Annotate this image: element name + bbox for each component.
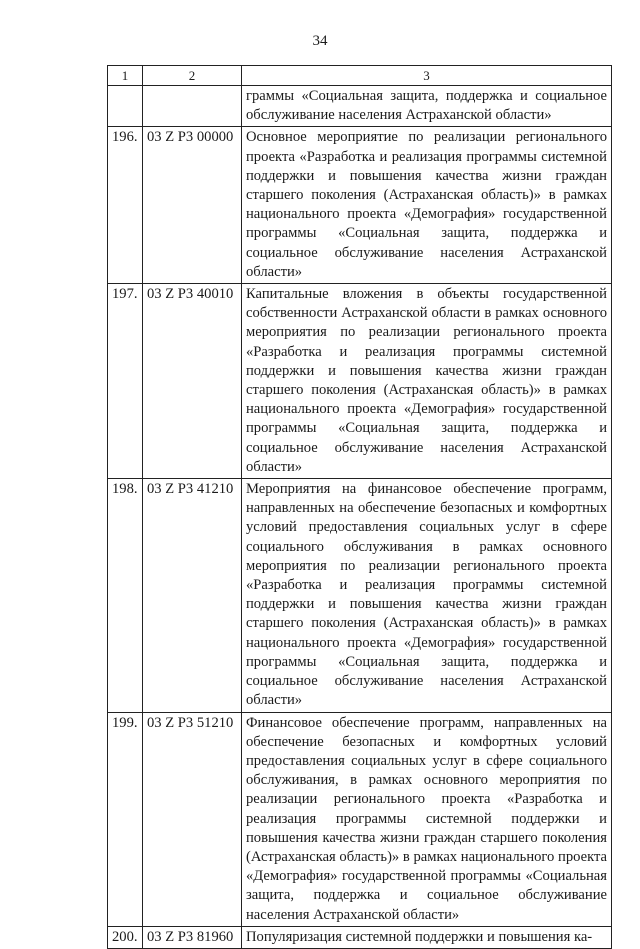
row-number-cell: 196. bbox=[108, 127, 143, 284]
page-number: 34 bbox=[312, 33, 328, 49]
row-code-cell: 03 Z P3 81960 bbox=[143, 926, 242, 948]
table-row bbox=[108, 127, 612, 284]
header-col-3: 3 bbox=[242, 66, 612, 86]
budget-classification-table bbox=[107, 65, 612, 949]
row-code-cell: 03 Z P3 41210 bbox=[143, 479, 242, 712]
row-description-cell: Популяризация системной поддержки и повышения ка- bbox=[242, 926, 612, 948]
row-description-cell: Мероприятия на финансовое обеспечение программ, направленных на обеспечение безопасных и комфортных условий предоставления социальных услуг в сфере социального обслуживания в рамках основного мероприятия по реализации регионального проекта «Разработка и реализация программы системной поддержки и повышения качества жизни граждан старшего поколения (Астраханская область)» в рамках национального проекта «Демография» государственной программы «Социальная защита, поддержка и социальное обслуживание населения Астраханской области» bbox=[242, 479, 612, 712]
row-description-cell: Основное мероприятие по реализации регионального проекта «Разработка и реализация программы системной поддержки и повышения качества жизни граждан старшего поколения (Астраханская область)» в рамках национального проекта «Демография» государственной программы «Социальная защита, поддержка и социальное обслуживание населения Астраханской области» bbox=[242, 127, 612, 284]
row-number-cell: 199. bbox=[108, 712, 143, 926]
table-row bbox=[108, 712, 612, 926]
table-row bbox=[108, 926, 612, 948]
header-col-1: 1 bbox=[108, 66, 143, 86]
row-description-cell: граммы «Социальная защита, поддержка и социальное обслуживание населения Астраханской области» bbox=[242, 86, 612, 127]
row-number-cell: 200. bbox=[108, 926, 143, 948]
row-number-cell bbox=[108, 86, 143, 127]
row-number-cell: 197. bbox=[108, 284, 143, 479]
table-row-continuation bbox=[108, 86, 612, 127]
table-row bbox=[108, 284, 612, 479]
header-col-2: 2 bbox=[143, 66, 242, 86]
row-description-cell: Финансовое обеспечение программ, направленных на обеспечение безопасных и комфортных условий предоставления социальных услуг в сфере социального обслуживания, в рамках основного мероприятия по реализации регионального проекта «Разработка и реализация программы системной поддержки и повышения качества жизни граждан старшего поколения (Астраханская область)» в рамках национального проекта «Демография» государственной программы «Социальная защита, поддержка и социальное обслуживание населения Астраханской области» bbox=[242, 712, 612, 926]
table-row bbox=[108, 479, 612, 712]
table-header-row bbox=[108, 66, 612, 86]
row-number-cell: 198. bbox=[108, 479, 143, 712]
row-code-cell: 03 Z P3 51210 bbox=[143, 712, 242, 926]
row-code-cell: 03 Z P3 00000 bbox=[143, 127, 242, 284]
row-code-cell: 03 Z P3 40010 bbox=[143, 284, 242, 479]
row-code-cell bbox=[143, 86, 242, 127]
row-description-cell: Капитальные вложения в объекты государственной собственности Астраханской области в рамках основного мероприятия по реализации регионального проекта «Разработка и реализация программы системной поддержки и повышения качества жизни граждан старшего поколения (Астраханская область)» в рамках национального проекта «Демография» государственной программы «Социальная защита, поддержка и социальное обслуживание населения Астраханской области» bbox=[242, 284, 612, 479]
